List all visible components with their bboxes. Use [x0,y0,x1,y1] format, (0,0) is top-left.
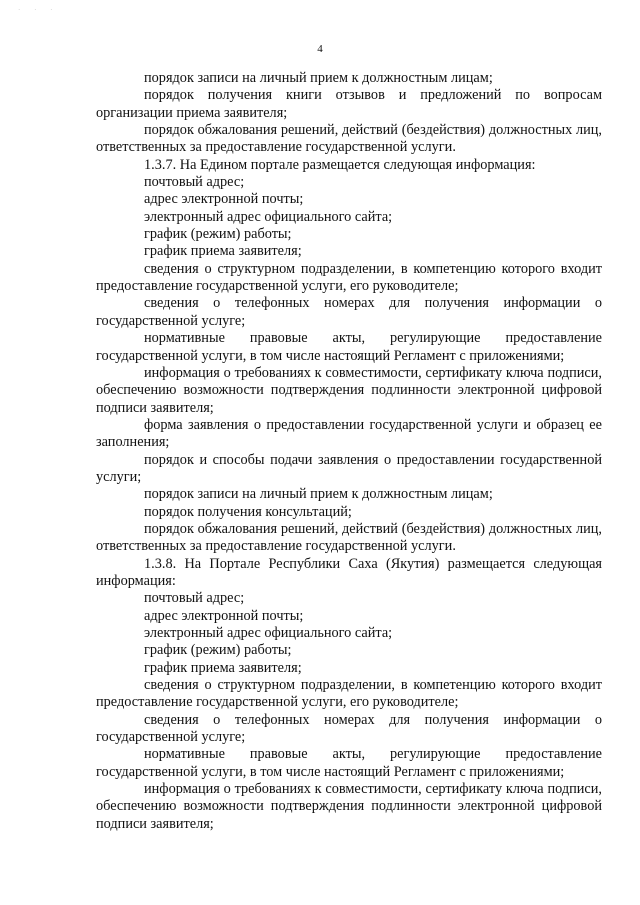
list-item: порядок и способы подачи заявления о предоставлении государственной услуги; [96,451,602,485]
scan-mark: · · · [18,6,59,14]
list-item: адрес электронной почты; [144,191,304,208]
list-item: график (режим) работы; [144,642,292,659]
list-item: сведения о телефонных номерах для получения информации о государственной услуге; [96,711,602,746]
list-item: форма заявления о предоставлении государственной услуги и образец ее заполнения; [96,416,602,451]
section-heading: 1.3.8. На Портале Республики Саха (Якутия) размещается следующая информация: [96,555,602,589]
list-item: сведения о структурном подразделении, в компетенцию которого входит предоставление государственной услуги, его руководителе; [96,677,602,711]
paragraph: порядок обжалования решений, действий (бездействия) должностных лиц, ответственных за предоставление государственной услуги. [96,122,602,156]
page-number: 4 [317,43,323,55]
list-item: порядок записи на личный прием к должностным лицам; [144,486,493,503]
list-item: информация о требованиях к совместимости, сертификату ключа подписи, обеспечению возможности подтверждения подлинности электронной цифровой подписи заявителя; [96,364,602,416]
document-body [96,70,602,833]
list-item: нормативные правовые акты, регулирующие предоставление государственной услуги, в том числе настоящий Регламент с приложениями; [96,746,602,780]
list-item: график приема заявителя; [144,243,302,260]
list-item: почтовый адрес; [144,174,245,191]
list-item: сведения о телефонных номерах для получения информации о государственной услуге; [96,295,602,329]
paragraph: порядок получения книги отзывов и предложений по вопросам организации приема заявителя; [96,87,602,121]
list-item: электронный адрес официального сайта; [144,208,393,225]
list-item: порядок обжалования решений, действий (бездействия) должностных лиц, ответственных за предоставление государственной услуги. [96,520,602,555]
list-item: электронный адрес официального сайта; [144,625,393,641]
list-item: нормативные правовые акты, регулирующие предоставление государственной услуги, в том числе настоящий Регламент с приложениями; [96,330,602,364]
list-item: адрес электронной почты; [144,607,304,624]
list-item: график (режим) работы; [144,226,292,243]
list-item: почтовый адрес; [144,590,245,607]
list-item: график приема заявителя; [144,659,302,676]
list-item: информация о требованиях к совместимости, сертификату ключа подписи, обеспечению возможности подтверждения подлинности электронной цифровой подписи заявителя; [96,781,602,832]
paragraph: порядок записи на личный прием к должностным лицам; [144,70,493,86]
list-item: сведения о структурном подразделении, в компетенцию которого входит предоставление государственной услуги, его руководителе; [96,260,602,295]
section-heading: 1.3.7. На Едином портале размещается следующая информация: [144,156,536,173]
list-item: порядок получения консультаций; [144,503,352,520]
